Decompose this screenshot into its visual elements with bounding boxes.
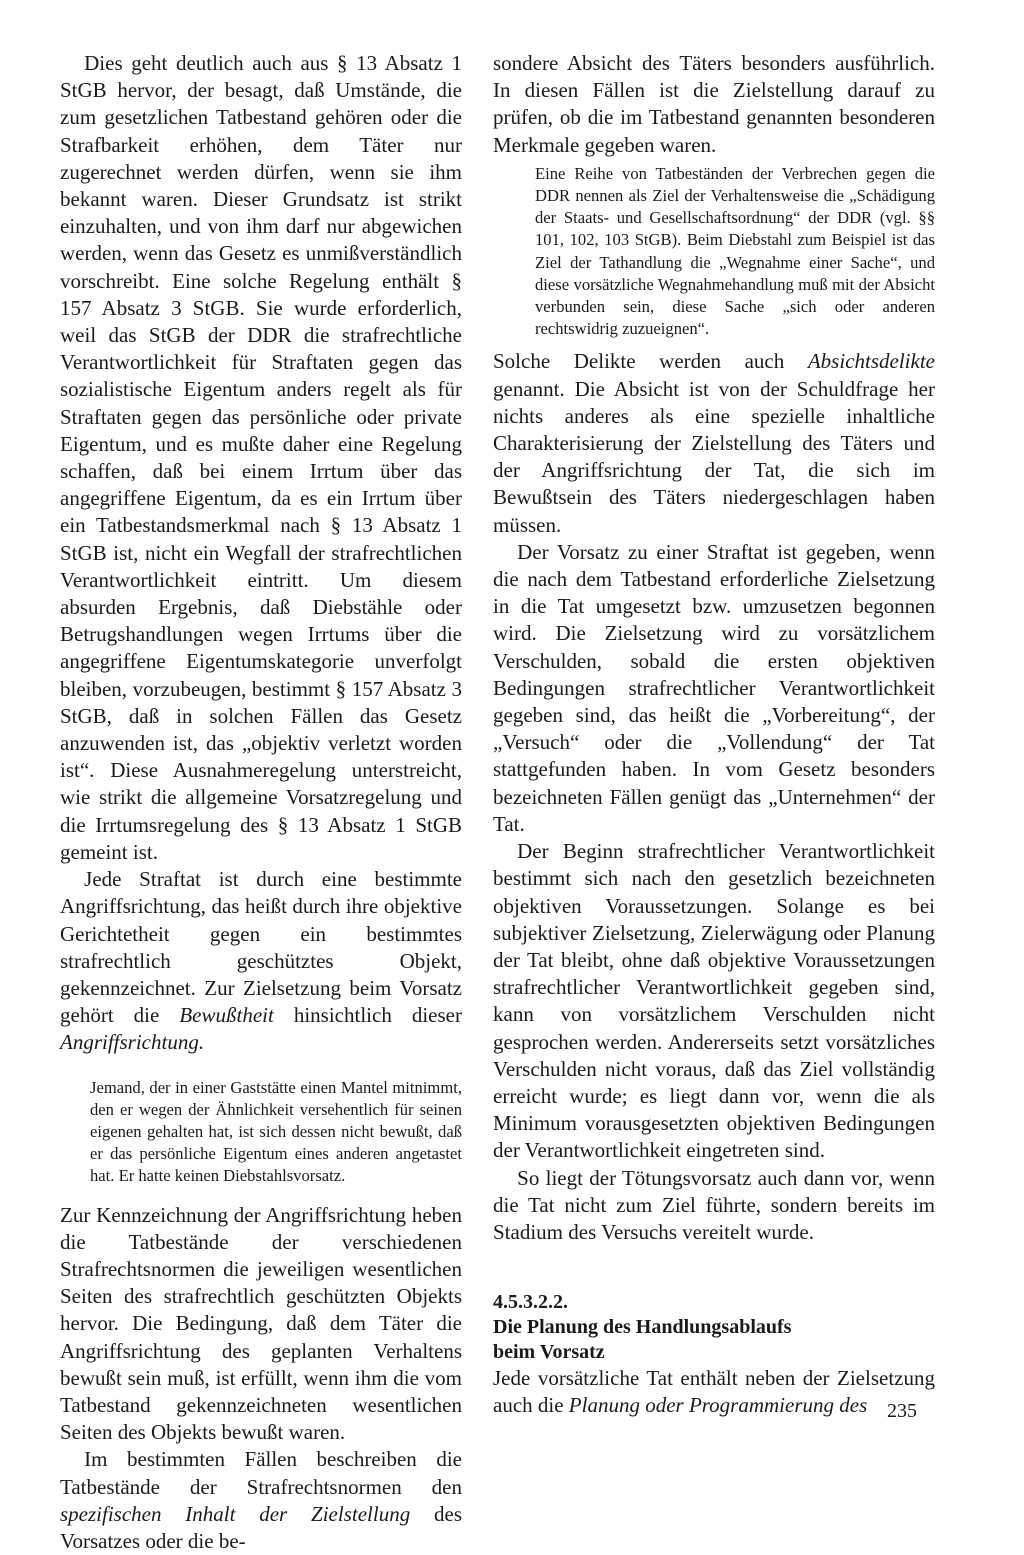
italic-term: Angriffsrichtung.: [60, 1030, 205, 1055]
example-paragraph: Jemand, der in einer Gaststätte einen Mantel mitnimmt, den er wegen der Ähnlichkeit versehentlich für seinen eigenen gehalten hat, ist sich dessen nicht bewußt, daß er das persönliche Eigentum eines anderen angetastet hat. Er hatte keinen Diebstahlsvorsatz.: [90, 1077, 462, 1186]
italic-term: Absichtsdelikte: [807, 349, 935, 374]
text-run: genannt. Die Absicht ist von der Schuldfrage her nichts anderes als eine spezielle inhaltliche Charakterisierung der Zielstellung des Täters und der Angriffsrichtung der Tat, die sich im Bewußtsein des Täters niedergeschlagen haben müssen.: [493, 376, 935, 537]
paragraph: [60, 1446, 462, 1555]
left-column: [60, 50, 462, 1555]
paragraph: Der Beginn strafrechtlicher Verantwortlichkeit bestimmt sich nach den gesetzlich bezeichneten objektiven Voraussetzungen. Solange es bei subjektiver Zielsetzung, Zielerwägung oder Planung der Tat bleibt, ohne daß objektive Voraussetzungen strafrechtlicher Verantwortlichkeit gegeben sind, kann von vorsätzlichem Verschulden nicht gesprochen werden. Andererseits setzt vorsätzliches Verschulden nicht voraus, daß das Ziel vollständig erreicht wurde; es liegt dann vor, wenn die als Minimum vorausgesetzten objektiven Bedingungen der Verantwortlichkeit eingetreten sind.: [493, 839, 935, 1163]
text-run: hinsichtlich dieser: [293, 1003, 462, 1028]
paragraph: Zur Kennzeichnung der Angriffsrichtung heben die Tatbestände der verschiedenen Strafrechtsnormen die jeweiligen wesentlichen Seiten des strafrechtlich geschützten Objekts hervor. Die Bedingung, daß dem Täter die Angriffsrichtung des geplanten Verhaltens bewußt sein muß, ist erfüllt, wenn ihm die vom Tatbestand gekennzeichneten wesentlichen Seiten des Objekts bewußt waren.: [60, 1202, 462, 1445]
paragraph: [60, 866, 462, 1056]
paragraph: [493, 348, 935, 538]
italic-term: Planung oder Programmierung des: [568, 1393, 868, 1418]
paragraph: [493, 1365, 935, 1419]
paragraph: Dies geht deutlich auch aus § 13 Absatz 1 StGB hervor, der besagt, daß Umstände, die zum gesetzlichen Tatbestand gehören oder die Strafbarkeit erhöhen, dem Täter nur zugerechnet werden dürfen, wenn sie ihm bekannt waren. Dieser Grundsatz ist strikt einzuhalten, und von ihm darf nur abgewichen werden, wenn das Gesetz es unmißverständlich vorschreibt. Eine solche Regelung enthält § 157 Absatz 3 StGB. Sie wurde erforderlich, weil das StGB der DDR die strafrechtliche Verantwortlichkeit für Straftaten gegen das sozialistische Eigentum anders regelt als für Straftaten gegen das persönliche oder private Eigentum, und es mußte daher eine Regelung schaffen, daß bei einem Irrtum über das angegriffene Eigentum, da es ein Irrtum über ein Tatbestandsmerkmal nach § 13 Absatz 1 StGB ist, nicht ein Wegfall der strafrechtlichen Verantwortlichkeit eintritt. Um diesem absurden Ergebnis, daß Diebstähle oder Betrugshandlungen wegen Irrtums über die angegriffene Eigentumskategorie unverfolgt bleiben, vorzubeugen, bestimmt § 157 Absatz 3 StGB, daß in solchen Fällen das Gesetz anzuwenden ist, das „objektiv verletzt worden ist“. Diese Ausnahmeregelung unterstreicht, wie strikt die allgemeine Vorsatzregelung und die Irrtumsregelung des § 13 Absatz 1 StGB gemeint ist.: [60, 51, 462, 864]
text-run: Solche Delikte werden auch: [493, 349, 785, 374]
text-run: Jede Straftat ist durch eine bestimmte Angriffsrichtung, das heißt durch ihre objektive Gerichtetheit gegen ein bestimmtes strafrechtlich geschütztes Objekt, gekennzeichnet. Zur Zielsetzung beim Vorsatz gehört die: [60, 867, 462, 1028]
page-number: 235: [887, 1400, 917, 1422]
text-run: Im bestimmten Fällen beschreiben die Tatbestände der Strafrechtsnormen den: [60, 1447, 462, 1499]
paragraph: sondere Absicht des Täters besonders ausführlich. In diesen Fällen ist die Zielstellung darauf zu prüfen, ob die im Tatbestand genannten besonderen Merkmale gegeben waren.: [493, 51, 935, 157]
section-number: 4.5.3.2.2.: [493, 1291, 568, 1314]
paragraph: Der Vorsatz zu einer Straftat ist gegeben, wenn die nach dem Tatbestand erforderliche Zielsetzung in die Tat umgesetzt bzw. umzusetzen begonnen wird. Die Zielsetzung wird zu vorsätzlichem Verschulden, sobald die ersten objektiven Bedingungen strafrechtlicher Verantwortlichkeit gegeben sind, das heißt die „Vorbereitung“, der „Versuch“ oder die „Vollendung“ der Tat stattgefunden haben. In vom Gesetz besonders bezeichneten Fällen genügt das „Unternehmen“ der Tat.: [493, 539, 935, 836]
right-column: [493, 50, 935, 1420]
text-run: Jede vorsätzliche Tat enthält neben der Zielsetzung auch die: [493, 1366, 935, 1418]
text-run: des Vorsatzes oder die be-: [60, 1501, 462, 1553]
section-title-line: Die Planung des Handlungsablaufs: [493, 1316, 792, 1339]
section-title-line: beim Vorsatz: [493, 1341, 605, 1364]
paragraph: So liegt der Tötungsvorsatz auch dann vor, wenn die Tat nicht zum Ziel führte, sondern bereits im Stadium des Versuchs vereitelt wurde.: [493, 1165, 935, 1244]
italic-term: spezifischen Inhalt der Zielstellung: [60, 1501, 411, 1526]
section-heading: [493, 1290, 935, 1365]
italic-term: Bewußtheit: [179, 1003, 274, 1028]
example-paragraph: Eine Reihe von Tatbeständen der Verbrechen gegen die DDR nennen als Ziel der Verhaltensweise die „Schädigung der Staats- und Gesellschaftsordnung“ der DDR (vgl. §§ 101, 102, 103 StGB). Beim Diebstahl zum Beispiel ist das Ziel der Tathandlung die „Wegnahme einer Sache“, und diese vorsätzliche Wegnahmehandlung muß mit der Absicht verbunden sein, diese Sache „sich oder anderen rechtswidrig zuzueignen“.: [535, 163, 935, 339]
